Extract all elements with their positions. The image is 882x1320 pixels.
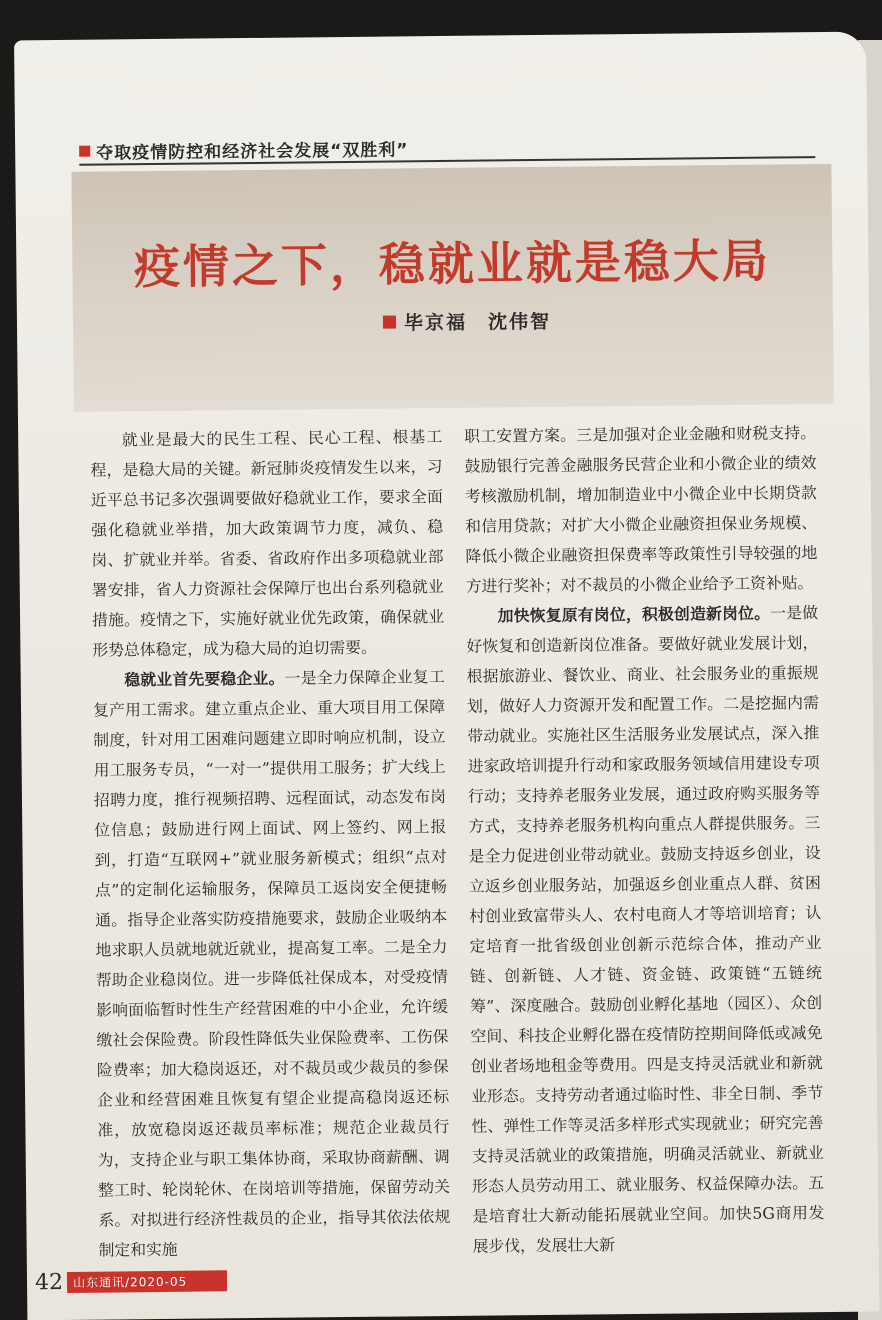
section-header bbox=[79, 130, 815, 166]
paragraph: 稳就业首先要稳企业。一是全力保障企业复工复产用工需求。建立重点企业、重大项目用工保障制度，针对用工困难问题建立即时响应机制，设立用工服务专员，“一对一”提供用工服务；扩大线上招聘力度，推行视频招聘、远程面试，动态发布岗位信息；鼓励进行网上面试、网上签约、网上报到，打造“互联网+”就业服务新模式；组织“点对点”的定制化运输服务，保障员工返岗安全便捷畅通。指导企业落实防疫措施要求，鼓励企业吸纳本地求职人员就地就近就业，提高复工率。二是全力帮助企业稳岗位。进一步降低社保成本，对受疫情影响面临暂时性生产经营困难的中小企业，允许缓缴社会保险费。阶段性降低失业保险费率、工伤保险费率；加大稳岗返还，对不裁员或少裁员的参保企业和经营困难且恢复有望企业提高稳岗返还标准，放宽稳岗返还裁员率标准；规范企业裁员行为，支持企业与职工集体协商，采取协商薪酬、调整工时、轮岗轮休、在岗培训等措施，保留劳动关系。对拟进行经济性裁员的企业，指导其依法依规制定和实施 bbox=[92, 666, 451, 1260]
authors-text: 毕京福 沈伟智 bbox=[403, 310, 552, 335]
left-column bbox=[90, 422, 451, 1266]
paragraph-lead: 加快恢复原有岗位，积极创造新岗位。 bbox=[497, 603, 771, 626]
article-title: 疫情之下，稳就业就是稳大局 bbox=[133, 233, 772, 295]
magazine-page bbox=[14, 32, 879, 1320]
page-footer bbox=[35, 1268, 227, 1295]
paragraph-lead: 稳就业首先要稳企业。 bbox=[124, 668, 285, 690]
article-authors bbox=[383, 307, 551, 336]
red-square-icon bbox=[79, 145, 90, 156]
magazine-name: 山东通讯/2020-05 bbox=[67, 1270, 227, 1293]
paragraph: 职工安置方案。三是加强对企业金融和财税支持。鼓励银行完善金融服务民营企业和小微企业的绩效考核激励机制，增加制造业中小微企业中长期贷款和信用贷款；对扩大小微企业融资担保业务规模、降低小微企业融资担保费率等政策性引导较强的地方进行奖补；对不裁员的小微企业给予工资补贴。 bbox=[464, 423, 818, 596]
paragraph: 就业是最大的民生工程、民心工程、根基工程，是稳大局的关键。新冠肺炎疫情发生以来，习近平总书记多次强调要做好稳就业工作，要求全面强化稳就业举措，加大政策调节力度，减负、稳岗、扩就业并举。省委、省政府作出多项稳就业部署安排，省人力资源社会保障厅也出台系列稳就业措施。疫情之下，实施好就业优先政策，确保就业形势总体稳定，成为稳大局的迫切需要。 bbox=[90, 426, 445, 660]
red-square-icon bbox=[383, 315, 396, 328]
right-column bbox=[464, 418, 825, 1262]
section-title: 夺取疫情防控和经济社会发展“双胜利” bbox=[96, 139, 409, 164]
paragraph: 加快恢复原有岗位，积极创造新岗位。一是做好恢复和创造新岗位准备。要做好就业发展计划，根据旅游业、餐饮业、商业、社会服务业的重振规划，做好人力资源开发和配置工作。二是挖掘内需带动就业。实施社区生活服务业发展试点，深入推进家政培训提升行动和家政服务领域信用建设专项行动；支持养老服务业发展，通过政府购买服务等方式，支持养老服务机构向重点人群提供服务。三是全力促进创业带动就业。鼓励支持返乡创业，设立返乡创业服务站，加强返乡创业重点人群、贫困村创业致富带头人、农村电商人才等培训培育；认定培育一批省级创业创新示范综合体，推动产业链、创新链、人才链、资金链、政策链“五链统筹”、深度融合。鼓励创业孵化基地（园区）、众创空间、科技企业孵化器在疫情防控期间降低或减免创业者场地租金等费用。四是支持灵活就业和新就业形态。支持劳动者通过临时性、非全日制、季节性、弹性工作等灵活多样形式实现就业；研究完善支持灵活就业的政策措施，明确灵活就业、新就业形态人员劳动用工、就业服务、权益保障办法。五是培育壮大新动能拓展就业空间。加快5G商用发展步伐，发展壮大新 bbox=[466, 603, 825, 1256]
page-number: 42 bbox=[34, 1270, 64, 1296]
title-banner bbox=[71, 164, 833, 412]
